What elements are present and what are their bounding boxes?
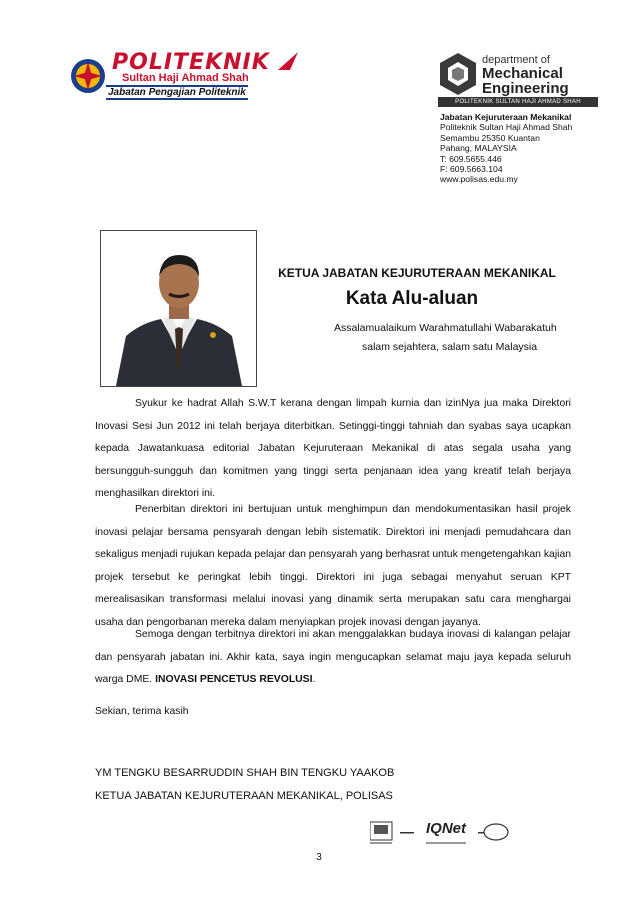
hexagon-gear-icon bbox=[438, 52, 478, 96]
certification-logos bbox=[370, 820, 510, 846]
paragraph-2-text: Penerbitan direktori ini bertujuan untuk menghimpun dan mendokumentasikan hasil projek inovasi pelajar bersama pensyarah dengan lebih sistematik. Direktori ini menjadi pemudahcara dan sekaligus menjadi rujukan kepada pelajar dan pensyarah yang berhasrat untuk mengetengahkan kajian projek tersebut ke peringkat lebih tinggi. Direktori ini juga sebagai menyahut seruan KPT merealisasikan transformasi melalui inovasi yang dinamik serta merupakan satu cara menghargai usaha dan pengorbanan mereka dalam menyiapkan projek inovasi dengan jayanya. bbox=[95, 504, 571, 628]
paragraph-3-text: Semoga dengan terbitnya direktori ini akan menggalakkan budaya inovasi di kalangan pelajar dan pensyarah jabatan ini. Akhir kata, saya ingin mengucapkan selamat maju jaya kepada seluruh warga DME. bbox=[95, 629, 571, 685]
address-block bbox=[440, 112, 572, 185]
signatory-name: YM TENGKU BESARRUDDIN SHAH BIN TENGKU YAAKOB bbox=[95, 767, 395, 779]
slogan: INOVASI PENCETUS REVOLUSI bbox=[155, 674, 313, 685]
greeting-line-2: salam sejahtera, salam satu Malaysia bbox=[362, 341, 538, 353]
role-title: KETUA JABATAN KEJURUTERAAN MEKANIKAL bbox=[278, 266, 556, 280]
address-line: Pahang, MALAYSIA bbox=[440, 143, 517, 154]
mech-eng-line3: Engineering bbox=[482, 80, 569, 97]
signatory-position: KETUA JABATAN KEJURUTERAAN MEKANIKAL, POLISAS bbox=[95, 790, 393, 802]
mech-eng-line2: Mechanical bbox=[482, 65, 563, 82]
person-portrait-icon bbox=[101, 231, 256, 386]
address-website[interactable]: www.polisas.edu.my bbox=[440, 174, 518, 185]
address-line: Semambu 25350 Kuantan bbox=[440, 132, 540, 143]
page-number: 3 bbox=[316, 852, 322, 863]
paragraph-1-text: Syukur ke hadrat Allah S.W.T kerana dengan limpah kurnia dan izinNya jua maka Direktori Inovasi Sesi Jun 2012 ini telah berjaya diterbitkan. Setinggi-tinggi tahniah dan syabas saya ucapkan kepada Jawatankuasa editorial Jabatan Kejuruteraan Mekanikal di atas segala usaha yang bersungguh-sungguh dan komitmen yang tinggi serta penjanaan idea yang kreatif telah berjaya menghasilkan direktori ini. bbox=[95, 398, 571, 499]
politeknik-dept: Jabatan Pengajian Politeknik bbox=[108, 87, 246, 98]
politeknik-emblem-icon bbox=[68, 54, 108, 98]
politeknik-title: POLITEKNIK bbox=[112, 50, 270, 75]
paragraph-3-end: . bbox=[312, 674, 316, 685]
greeting-line-1: Assalamualaikum Warahmatullahi Wabarakatuh bbox=[334, 322, 557, 334]
paragraph-3 bbox=[95, 624, 571, 692]
address-name: Jabatan Kejuruteraan Mekanikal bbox=[440, 112, 572, 122]
mech-eng-line1: department of bbox=[482, 54, 550, 66]
page-title: Kata Alu-aluan bbox=[345, 288, 479, 309]
mech-eng-logo bbox=[438, 52, 598, 108]
politeknik-subtitle: Sultan Haji Ahmad Shah bbox=[122, 72, 249, 84]
swoosh-icon bbox=[278, 52, 298, 72]
paragraph-2 bbox=[95, 499, 571, 634]
iqnet-logo: IQNet bbox=[426, 820, 467, 837]
closing-text: Sekian, terima kasih bbox=[95, 706, 189, 717]
portrait-photo bbox=[100, 230, 257, 387]
address-line: Politeknik Sultan Haji Ahmad Shah bbox=[440, 122, 573, 133]
address-phone: T: 609.5655.446 bbox=[440, 153, 502, 164]
paragraph-1 bbox=[95, 393, 571, 506]
mech-eng-bar: POLITEKNIK SULTAN HAJI AHMAD SHAH bbox=[438, 97, 598, 107]
politeknik-logo bbox=[68, 50, 298, 102]
address-fax: F: 609.5663.104 bbox=[440, 164, 503, 175]
